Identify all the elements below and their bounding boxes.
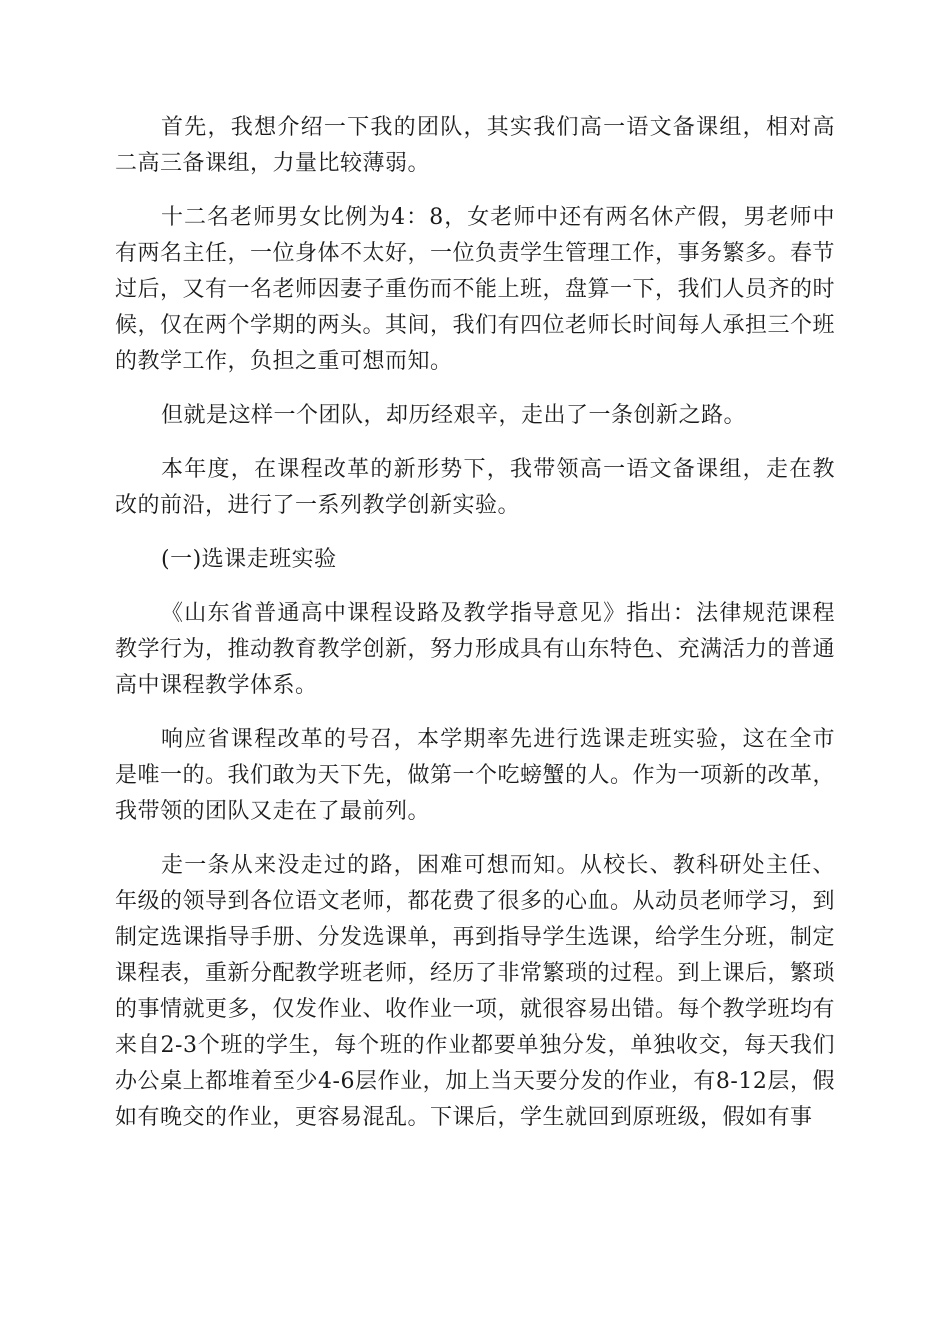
paragraph-team-composition: 十二名老师男女比例为4：8，女老师中还有两名休产假，男老师中有两名主任，一位身体不太好，一位负责学生管理工作，事务繁多。春节过后，又有一名老师因妻子重伤而不能上班，盘算一下，我们人员齐的时候，仅在两个学期的两头。其间，我们有四位老师长时间每人承担三个班的教学工作，负担之重可想而知。 [115,205,836,374]
paragraph-innovation-path: 但就是这样一个团队，却历经艰辛，走出了一条创新之路。 [161,403,747,428]
section-heading-course-selection: (一)选课走班实验 [161,547,337,572]
document-body [115,110,835,1154]
paragraph-difficulties: 走一条从来没走过的路，困难可想而知。从校长、教科研处主任、年级的领导到各位语文老师，都花费了很多的心血。从动员老师学习，到制定选课指导手册、分发选课单，再到指导学生选课，给学生分班，制定课程表，重新分配教学班老师，经历了非常繁琐的过程。到上课后，繁琐的事情就更多，仅发作业、收作业一项，就很容易出错。每个教学班均有来自2-3个班的学生，每个班的作业都要单独分发，单独收交，每天我们办公桌上都堆着至少4-6层作业，加上当天要分发的作业，有8-12层，假如有晚交的作业，更容易混乱。下课后，学生就回到原班级，假如有事 [115,853,836,1130]
paragraph-intro: 首先，我想介绍一下我的团队，其实我们高一语文备课组，相对高二高三备课组，力量比较薄弱。 [115,115,835,176]
paragraph-pilot-response: 响应省课程改革的号召，本学期率先进行选课走班实验，这在全市是唯一的。我们敢为天下先，做第一个吃螃蟹的人。作为一项新的改革，我带领的团队又走在了最前列。 [115,727,836,824]
paragraph-reform-intro: 本年度，在课程改革的新形势下，我带领高一语文备课组，走在教改的前沿，进行了一系列教学创新实验。 [115,457,835,518]
paragraph-guideline-quote: 《山东省普通高中课程设路及教学指导意见》指出：法律规范课程教学行为，推动教育教学创新，努力形成具有山东特色、充满活力的普通高中课程教学体系。 [115,601,836,698]
